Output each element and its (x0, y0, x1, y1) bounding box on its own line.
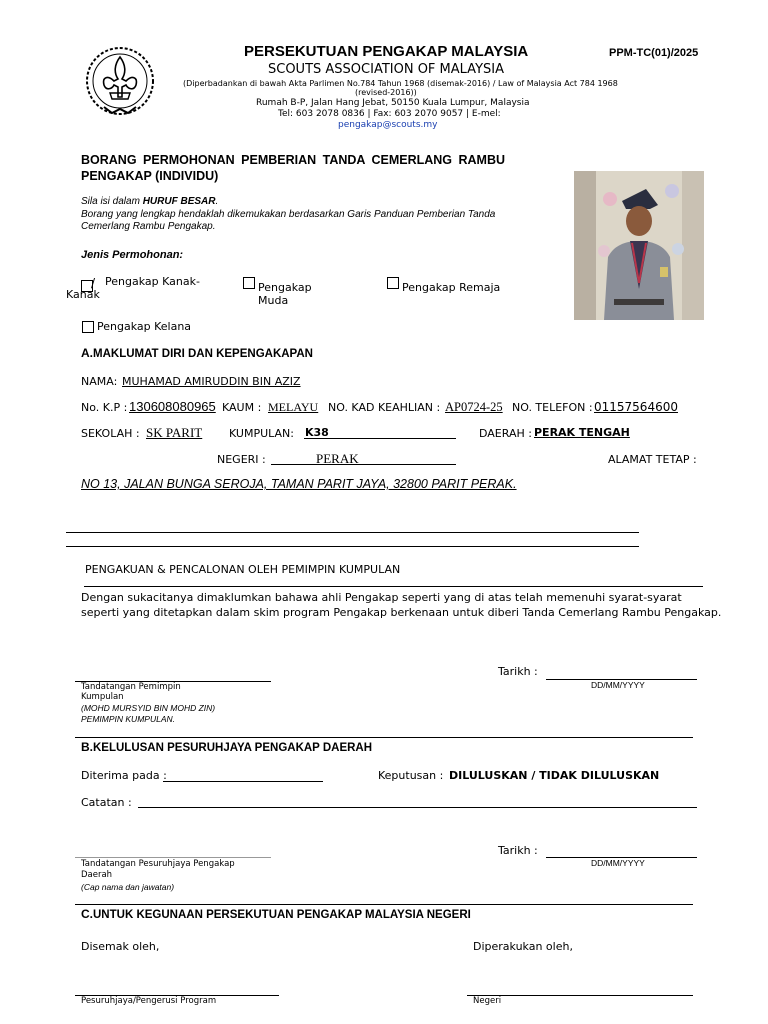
sekolah-value[interactable]: SK PARIT (146, 425, 203, 440)
diperakukan-label: Diperakukan oleh, (473, 940, 573, 953)
kad-keahlian-value[interactable]: AP0724-25 (445, 400, 503, 414)
pengakuan-text-2: seperti yang ditetapkan dalam skim program Pengakap berkenaan untuk diberi Tanda Cemerlang Rambu Pengakap. (81, 606, 722, 619)
instruction-suffix: . (215, 196, 219, 207)
option-kelana-label: Pengakap Kelana (97, 320, 192, 333)
form-code: PPM-TC(01)/2025 (609, 47, 699, 59)
org-name-english: SCOUTS ASSOCIATION OF MALAYSIA (268, 62, 504, 77)
address-blank-line-2 (66, 546, 639, 547)
diperakukan-sig-label: Negeri (473, 996, 502, 1006)
section-b-letter: B. (81, 740, 93, 754)
section-a-title: MAKLUMAT DIRI DAN KEPENGAKAPAN (93, 348, 313, 360)
email-link[interactable] (338, 120, 437, 130)
disemak-label: Disemak oleh, (81, 940, 160, 953)
contact-line: Tel: 603 2078 0836 | Fax: 603 2070 9057 | E-mel: (278, 109, 501, 119)
instruction-line-3: Cemerlang Rambu Pengakap. (81, 221, 216, 232)
checkbox-pengakap-muda[interactable] (243, 277, 255, 289)
kaum-value[interactable]: MELAYU (268, 400, 319, 414)
pemimpin-title: PEMIMPIN KUMPULAN. (81, 714, 175, 724)
negeri-underline (271, 464, 456, 465)
nama-label: NAMA: (81, 375, 118, 388)
address-blank-line-1 (66, 532, 639, 533)
disemak-sig-label: Pesuruhjaya/Pengerusi Program (81, 996, 217, 1006)
pesuruhjaya-sig-label-1: Tandatangan Pesuruhjaya Pengakap (81, 859, 235, 869)
instruction-bold: HURUF BESAR (142, 196, 216, 207)
instruction-line-1 (81, 196, 218, 207)
daerah-label: DAERAH : (479, 427, 532, 440)
pesuruhjaya-sig-note: (Cap nama dan jawatan) (81, 882, 175, 892)
date-format-1: DD/MM/YYYY (591, 680, 645, 690)
section-c-heading (81, 907, 471, 921)
pesuruhjaya-sig-label-2: Daerah (81, 870, 113, 880)
kumpulan-label: KUMPULAN: (229, 427, 294, 440)
date-format-2: DD/MM/YYYY (591, 858, 645, 868)
daerah-value[interactable]: PERAK TENGAH (534, 426, 630, 439)
diterima-label: Diterima pada : (81, 769, 167, 782)
tarikh-label-1: Tarikh : (498, 665, 538, 678)
option-kanak-label-2: Kanak (66, 288, 100, 301)
tarikh-label-2: Tarikh : (498, 844, 538, 857)
catatan-line[interactable] (138, 807, 697, 808)
checkbox-pengakap-remaja[interactable] (387, 277, 399, 289)
negeri-value[interactable]: PERAK (316, 451, 359, 466)
nokp-value[interactable]: 130608080965 (129, 399, 216, 414)
nokp-label: No. K.P : (81, 401, 128, 414)
checkbox-mark: / (91, 276, 96, 290)
pengakuan-rule (84, 586, 703, 587)
section-a-heading (81, 346, 313, 360)
legal-line-1: (Diperbadankan di bawah Akta Parlimen No.784 Tahun 1968 (disemak-2016) / Law of Malaysia Act 784 1968 (183, 79, 618, 88)
legal-line-2: (revised-2016)) (355, 88, 417, 97)
pemimpin-sig-label-2: Kumpulan (81, 692, 124, 702)
scout-emblem-logo (84, 45, 156, 121)
section-b-heading (81, 740, 372, 754)
section-c-letter: C. (81, 907, 93, 921)
alamat-value[interactable]: NO 13, JALAN BUNGA SEROJA, TAMAN PARIT JAYA, 32800 PARIT PERAK. (81, 477, 517, 491)
kumpulan-value[interactable]: K38 (305, 426, 329, 439)
form-title-line-2: PENGAKAP (INDIVIDU) (81, 169, 219, 183)
section-a-letter: A. (81, 346, 93, 360)
applicant-photo (574, 171, 704, 320)
alamat-label: ALAMAT TETAP : (608, 453, 697, 466)
option-muda-label-1: Pengakap (258, 281, 312, 294)
kad-keahlian-label: NO. KAD KEAHLIAN : (328, 401, 441, 414)
keputusan-label: Keputusan : (378, 769, 444, 782)
org-name-malay: PERSEKUTUAN PENGAKAP MALAYSIA (244, 43, 529, 60)
option-kanak-label-1: Pengakap Kanak- (105, 275, 200, 288)
keputusan-value[interactable]: DILULUSKAN / TIDAK DILULUSKAN (449, 769, 660, 782)
instruction-line-2: Borang yang lengkap hendaklah dikemukakan berdasarkan Garis Panduan Pemberian Tanda (81, 209, 496, 220)
kaum-label: KAUM : (222, 401, 262, 414)
pemimpin-sig-label-1: Tandatangan Pemimpin (81, 682, 181, 692)
pemimpin-name: (MOHD MURSYID BIN MOHD ZIN) (81, 703, 216, 713)
section-c-title: UNTUK KEGUNAAN PERSEKUTUAN PENGAKAP MALAYSIA NEGERI (93, 909, 471, 921)
email-anchor[interactable]: pengakap@scouts.my (338, 120, 438, 130)
telefon-value[interactable]: 01157564600 (594, 400, 678, 414)
negeri-label: NEGERI : (217, 453, 266, 466)
nama-value[interactable]: MUHAMAD AMIRUDDIN BIN AZIZ (122, 375, 301, 388)
catatan-label: Catatan : (81, 796, 132, 809)
checkbox-pengakap-kelana[interactable] (82, 321, 94, 333)
address-line: Rumah B-P, Jalan Hang Jebat, 50150 Kuala Lumpur, Malaysia (256, 98, 530, 108)
instruction-prefix: Sila isi dalam (81, 196, 143, 207)
section-c-top-rule (75, 904, 693, 905)
section-b-title: KELULUSAN PESURUHJAYA PENGAKAP DAERAH (93, 742, 373, 754)
section-b-top-rule (75, 737, 693, 738)
pengakuan-text-1: Dengan sukacitanya dimaklumkan bahawa ahli Pengakap seperti yang di atas telah memenuhi syarat-syarat (81, 591, 682, 604)
option-remaja-label: Pengakap Remaja (402, 281, 501, 294)
application-type-label: Jenis Permohonan: (81, 249, 184, 261)
pesuruhjaya-signature-line (75, 857, 271, 858)
sekolah-label: SEKOLAH : (81, 427, 140, 440)
pengakuan-heading: PENGAKUAN & PENCALONAN OLEH PEMIMPIN KUMPULAN (85, 563, 401, 576)
form-title-line-1: BORANG PERMOHONAN PEMBERIAN TANDA CEMERLANG RAMBU (81, 153, 506, 167)
kumpulan-underline (304, 438, 456, 439)
option-muda-label-2: Muda (258, 294, 289, 307)
diterima-line[interactable] (163, 781, 323, 782)
telefon-label: NO. TELEFON : (512, 401, 593, 414)
